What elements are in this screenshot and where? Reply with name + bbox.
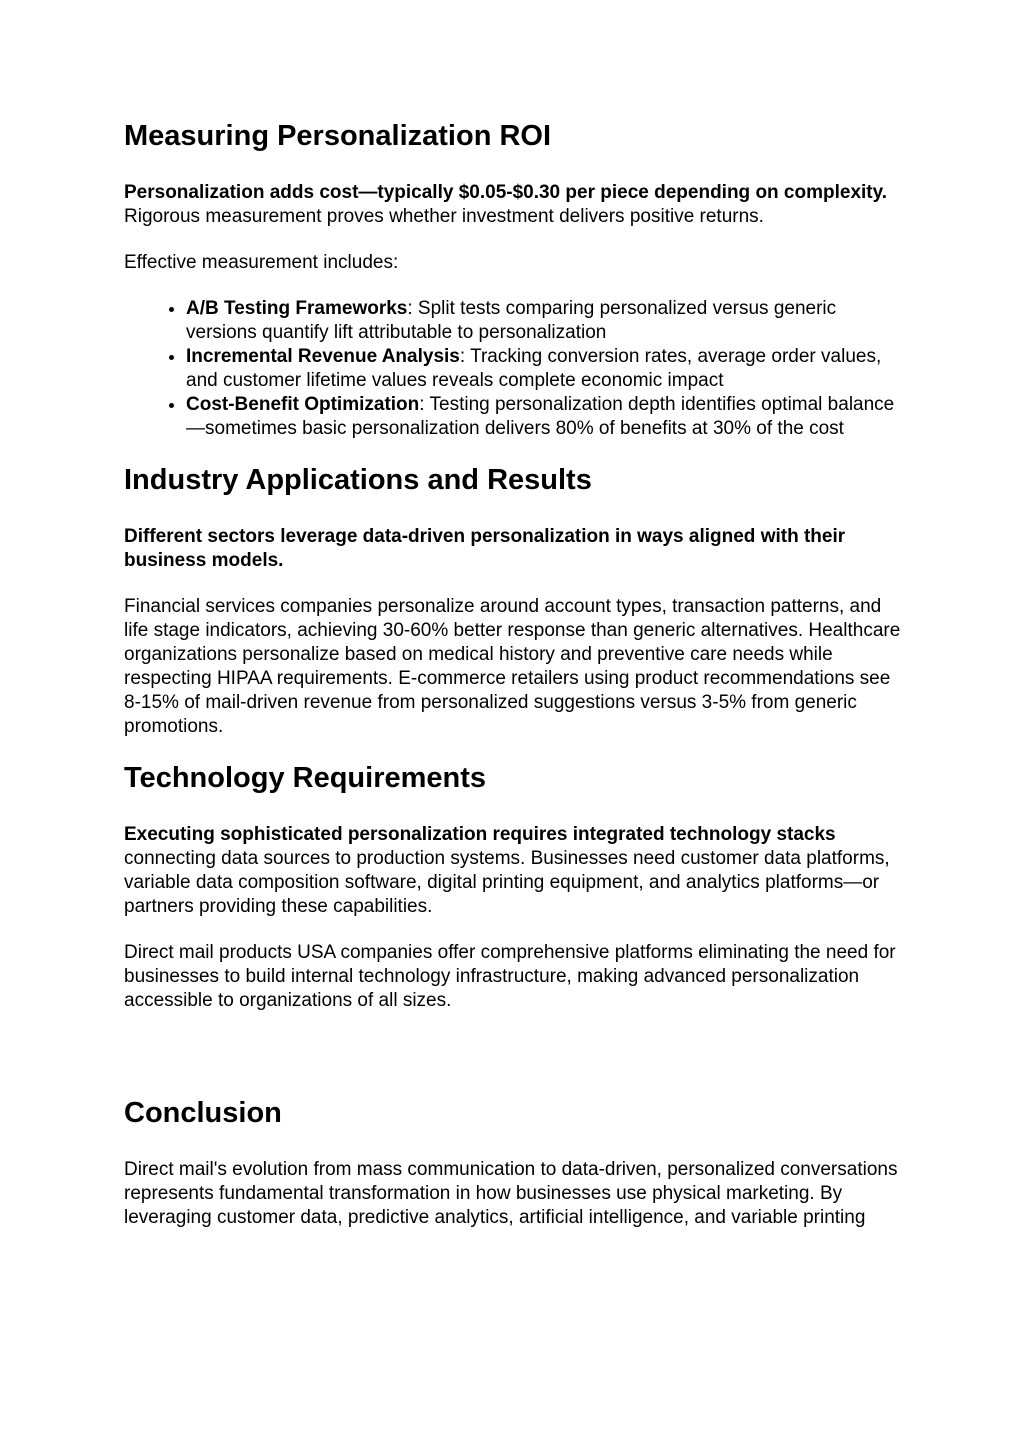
list-item-incremental-revenue — [186, 345, 904, 393]
paragraph-industry-body: Financial services companies personalize around account types, transaction patterns, and life stage indicators, achieving 30-60% better response than generic alternatives. Healthcare organizations personalize based on medical history and preventive care needs while respecting HIPAA requirements. E-commerce retailers using product recommendations see 8-15% of mail-driven revenue from personalized suggestions versus 3-5% from generic promotions. — [124, 596, 901, 737]
paragraph-roi-lead-in: Effective measurement includes: — [124, 252, 399, 273]
list-item-desc: : Testing personalization depth identifies optimal balance—sometimes basic personalization delivers 80% of benefits at 30% of the cost — [186, 394, 895, 439]
list-item-ab-testing — [186, 297, 904, 345]
list-item-cost-benefit — [186, 393, 904, 441]
list-item-term: Cost-Benefit Optimization — [186, 394, 420, 415]
technology-intro-bold-text: Executing sophisticated personalization requires integrated technology stacks — [124, 824, 836, 845]
bullet-list-measurement-methods — [124, 297, 904, 441]
list-item-desc: : Tracking conversion rates, average order values, and customer lifetime values reveals complete economic impact — [186, 346, 882, 391]
paragraph-conclusion-body: Direct mail's evolution from mass communication to data-driven, personalized conversations represents fundamental transformation in how businesses use physical marketing. By leveraging customer data, predictive analytics, artificial intelligence, and variable printing — [124, 1159, 898, 1228]
list-item-desc: : Split tests comparing personalized versus generic versions quantify lift attributable to personalization — [186, 298, 837, 343]
list-item-term: Incremental Revenue Analysis — [186, 346, 460, 367]
heading-measuring-personalization-roi: Measuring Personalization ROI — [124, 120, 552, 152]
heading-conclusion: Conclusion — [124, 1097, 282, 1129]
heading-industry-applications: Industry Applications and Results — [124, 464, 592, 496]
paragraph-technology-body: Direct mail products USA companies offer comprehensive platforms eliminating the need for businesses to build internal technology infrastructure, making advanced personalization accessible to organizations of all sizes. — [124, 942, 896, 1011]
technology-intro-rest-text: connecting data sources to production systems. Businesses need customer data platforms, variable data composition software, digital printing equipment, and analytics platforms—or partners providing these capabilities. — [124, 848, 890, 917]
list-item-term: A/B Testing Frameworks — [186, 298, 408, 319]
roi-intro-bold-text: Personalization adds cost—typically $0.05-$0.30 per piece depending on complexity. — [124, 182, 888, 203]
paragraph-industry-intro: Different sectors leverage data-driven personalization in ways aligned with their business models. — [124, 526, 846, 571]
heading-technology-requirements: Technology Requirements — [124, 762, 487, 794]
paragraph-roi-intro — [124, 181, 904, 229]
roi-intro-rest-text: Rigorous measurement proves whether investment delivers positive returns. — [124, 206, 764, 227]
paragraph-technology-intro — [124, 823, 904, 919]
